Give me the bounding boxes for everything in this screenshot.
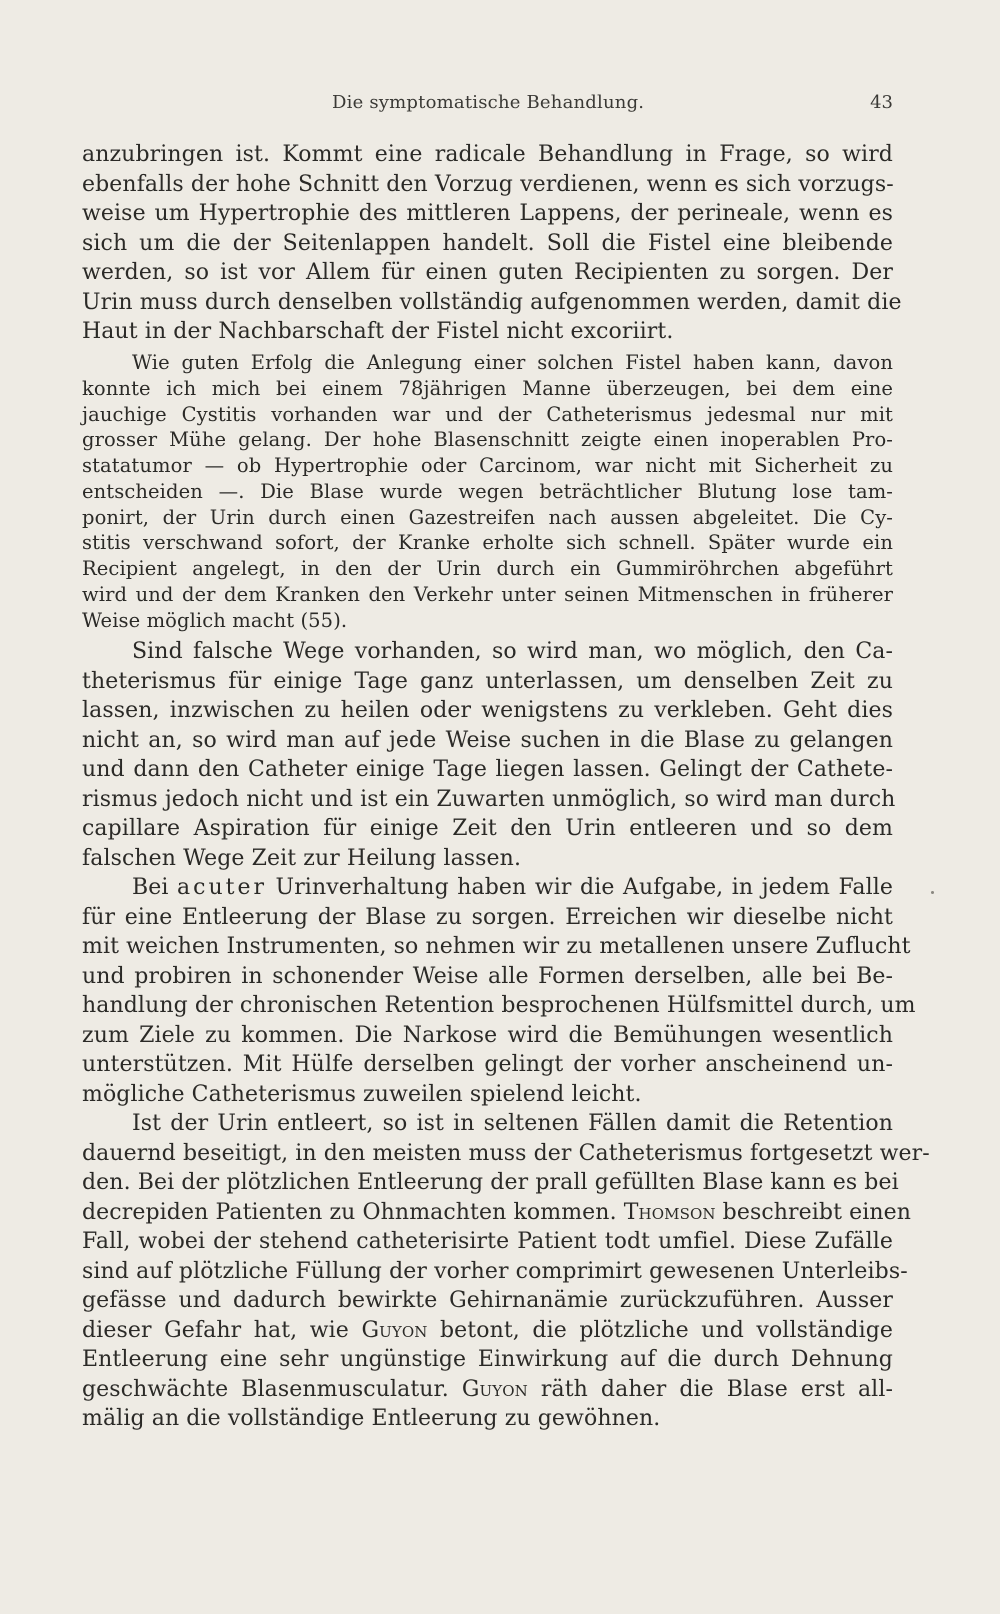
running-head-title: Die symptomatische Behandlung. xyxy=(332,92,645,113)
text-line: Wie guten Erfolg die Anlegung einer solchen Fistel haben kann, davon xyxy=(132,351,893,374)
text-line: dauernd beseitigt, in den meisten muss der Catheterismus fortgesetzt wer- xyxy=(82,1141,930,1166)
print-speck xyxy=(931,891,934,894)
text-line: sind auf plötzliche Füllung der vorher comprimirt gewesenen Unterleibs- xyxy=(82,1259,908,1284)
text-line: mit weichen Instrumenten, so nehmen wir zu metallenen unsere Zuflucht xyxy=(82,934,911,959)
text-line: handlung der chronischen Retention besprochenen Hülfsmittel durch, um xyxy=(82,993,916,1018)
text-line: mögliche Catheterismus zuweilen spielend leicht. xyxy=(82,1082,642,1107)
text-line xyxy=(82,1200,912,1225)
text-line: ponirt, der Urin durch einen Gazestreifen nach aussen abgeleitet. Die Cy- xyxy=(82,506,893,529)
text-line xyxy=(82,1318,893,1343)
emphasis-spaced: acuter xyxy=(177,875,268,900)
text-line: anzubringen ist. Kommt eine radicale Behandlung in Frage, so wird xyxy=(82,142,893,167)
text-line: ebenfalls der hohe Schnitt den Vorzug verdienen, wenn es sich vorzugs- xyxy=(82,172,894,197)
text-run: Bei xyxy=(132,875,169,900)
text-line: capillare Aspiration für einige Zeit den Urin entleeren und so dem xyxy=(82,816,893,841)
text-line: Urin muss durch denselben vollständig aufgenommen werden, damit die xyxy=(82,290,902,315)
text-run: geschwächte Blasenmusculatur. xyxy=(82,1377,449,1402)
text-line xyxy=(82,875,893,900)
text-line: entscheiden —. Die Blase wurde wegen beträchtlicher Blutung lose tam- xyxy=(82,480,893,503)
text-line: wird und der dem Kranken den Verkehr unter seinen Mitmenschen in früherer xyxy=(82,583,893,606)
text-line: mälig an die vollständige Entleerung zu gewöhnen. xyxy=(82,1406,661,1431)
text-line: zum Ziele zu kommen. Die Narkose wird die Bemühungen wesentlich xyxy=(82,1023,893,1048)
text-line: konnte ich mich bei einem 78jährigen Manne überzeugen, bei dem eine xyxy=(82,377,893,400)
text-line: falschen Wege Zeit zur Heilung lassen. xyxy=(82,846,522,871)
text-line: nicht an, so wird man auf jede Weise suchen in die Blase zu gelangen xyxy=(82,728,893,753)
text-run: dieser Gefahr hat, wie xyxy=(82,1318,349,1343)
text-line: Weise möglich macht (55). xyxy=(82,609,348,632)
text-line: Entleerung eine sehr ungünstige Einwirkung auf die durch Dehnung xyxy=(82,1347,893,1372)
text-line: und dann den Catheter einige Tage liegen lassen. Gelingt der Cathete- xyxy=(82,757,893,782)
text-line: Fall, wobei der stehend catheterisirte Patient todt umfiel. Diese Zufälle xyxy=(82,1229,893,1254)
text-line: rismus jedoch nicht und ist ein Zuwarten unmöglich, so wird man durch xyxy=(82,787,896,812)
text-line: werden, so ist vor Allem für einen guten Recipienten zu sorgen. Der xyxy=(82,260,893,285)
text-run: Urinverhaltung haben wir die Aufgabe, in jedem Falle xyxy=(275,875,894,900)
text-line: weise um Hypertrophie des mittleren Lappens, der perineale, wenn es xyxy=(82,201,893,226)
author-name: Guyon xyxy=(461,1377,528,1402)
text-line xyxy=(82,1377,893,1402)
text-line: Ist der Urin entleert, so ist in seltenen Fällen damit die Retention xyxy=(132,1111,893,1136)
text-line: theterismus für einige Tage ganz unterlassen, um denselben Zeit zu xyxy=(82,669,893,694)
text-line: gefässe und dadurch bewirkte Gehirnanämie zurückzuführen. Ausser xyxy=(82,1288,893,1313)
page-number: 43 xyxy=(870,92,893,113)
text-line: statatumor — ob Hypertrophie oder Carcinom, war nicht mit Sicherheit zu xyxy=(82,454,893,477)
text-line: unterstützen. Mit Hülfe derselben gelingt der vorher anscheinend un- xyxy=(82,1052,893,1077)
text-line: stitis verschwand sofort, der Kranke erholte sich schnell. Später wurde ein xyxy=(82,531,893,554)
text-line: und probiren in schonender Weise alle Formen derselben, alle bei Be- xyxy=(82,964,893,989)
text-line: lassen, inzwischen zu heilen oder wenigstens zu verkleben. Geht dies xyxy=(82,698,893,723)
text-run: betont, die plötzliche und vollständige xyxy=(440,1318,894,1343)
text-run: räth daher die Blase erst all- xyxy=(540,1377,893,1402)
author-name: Thomson xyxy=(623,1200,716,1225)
running-head xyxy=(82,92,893,120)
text-line: Sind falsche Wege vorhanden, so wird man, wo möglich, den Ca- xyxy=(132,639,893,664)
text-run: decrepiden Patienten zu Ohnmachten kommen. xyxy=(82,1200,617,1225)
text-line: Haut in der Nachbarschaft der Fistel nicht excoriirt. xyxy=(82,319,674,344)
text-line: sich um die der Seitenlappen handelt. Soll die Fistel eine bleibende xyxy=(82,231,893,256)
text-line: Recipient angelegt, in den der Urin durch ein Gummiröhrchen abgeführt xyxy=(82,557,893,580)
text-line: jauchige Cystitis vorhanden war und der Catheterismus jedesmal nur mit xyxy=(82,403,893,426)
text-line: grosser Mühe gelang. Der hohe Blasenschnitt zeigte einen inoperablen Pro- xyxy=(82,428,893,451)
text-run: beschreibt einen xyxy=(722,1200,912,1225)
text-line: den. Bei der plötzlichen Entleerung der prall gefüllten Blase kann es bei xyxy=(82,1170,899,1195)
text-line: für eine Entleerung der Blase zu sorgen. Erreichen wir dieselbe nicht xyxy=(82,905,893,930)
author-name: Guyon xyxy=(361,1318,428,1343)
